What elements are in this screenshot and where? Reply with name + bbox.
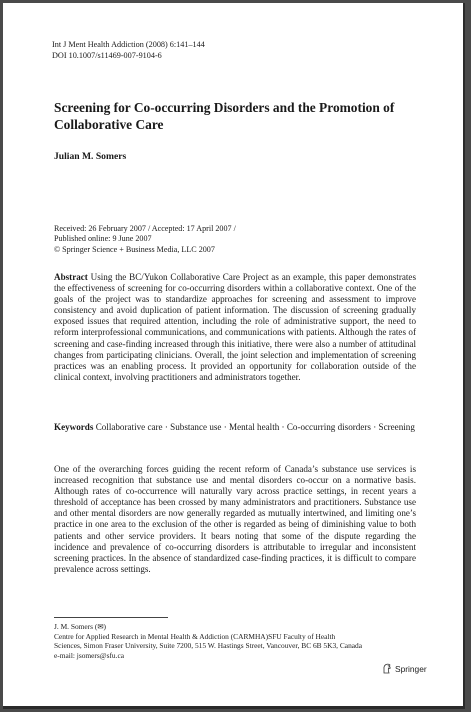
footnote-divider (54, 617, 168, 618)
journal-header (52, 39, 205, 61)
abstract-text: Using the BC/Yukon Collaborative Care Project as an example, this paper demonstrates the effectiveness of screening for co-occurring disorders within a collaborative context. One of the goals of the project was to standardize approaches for screening and assessment to improve consistency and avoid duplication of patient information. The discussion of screening gradually exposed issues that required attention, including the role of administrative support, the need to reform interprofessional communications, and communications with patients. Although the rates of screening and case-finding increased through this initiative, there were also a number of attitudinal changes from participating clinicians. Overall, the joint selection and implementation of screening practices was an enabling process. It provided an opportunity for collaboration outside of the clinical context, involving practitioners and administrators together. (54, 272, 416, 382)
copyright-notice: © Springer Science + Business Media, LLC 2007 (54, 244, 215, 254)
doi: DOI 10.1007/s11469-007-9104-6 (52, 51, 162, 60)
keywords-text: Collaborative care · Substance use · Mental health · Co-occurring disorders · Screening (95, 422, 415, 432)
publisher-name: Springer (395, 663, 427, 674)
published-online-date: Published online: 9 June 2007 (54, 234, 152, 244)
keywords (54, 422, 416, 433)
affiliation-line-2: Sciences, Simon Fraser University, Suite 7200, 515 W. Hastings Street, Vancouver, BC 6B 5K3, Canada (54, 641, 363, 650)
paper-page (3, 3, 465, 709)
affiliation-line-1: Centre for Applied Research in Mental Health & Addiction (CARMHA)SFU Faculty of Health (54, 631, 336, 641)
paper-title: Screening for Co-occurring Disorders and the Promotion of Collaborative Care (54, 100, 395, 132)
author-affiliation (54, 622, 424, 660)
journal-citation: Int J Ment Health Addiction (2008) 6:141–144 (52, 40, 205, 49)
author-email: e-mail: jsomers@sfu.ca (54, 650, 125, 660)
springer-horse-logo-icon (382, 663, 392, 674)
author-name: Julian M. Somers (54, 151, 127, 162)
abstract-label: Abstract (54, 272, 88, 282)
publication-dates (54, 224, 236, 255)
body-paragraph: One of the overarching forces guiding the recent reform of Canada’s substance use services is increased recognition that substance use and mental disorders co-occur on a normative basis. Although rates of co-occurrence will naturally vary across practice settings, in recent years a threshold of acceptance has been crossed by many administrators and practitioners. Substance use and other mental disorders are now generally regarded as mutually intertwined, and limiting one’s practice in one area to the exclusion of the other is regarded as being of diminishing value to both patients and other service providers. It bears noting that some of the dispute regarding the incidence and prevalence of co-occurring disorders is attributable to irregular and inconsistent screening practices. In the absence of standardized case-finding practices, it is difficult to compare prevalence across settings. (54, 464, 416, 574)
publisher-logo (382, 663, 427, 674)
corresponding-author: J. M. Somers (✉) (54, 622, 106, 631)
abstract (54, 272, 416, 383)
received-accepted-dates: Received: 26 February 2007 / Accepted: 17 April 2007 / (54, 224, 236, 233)
keywords-label: Keywords (54, 422, 94, 432)
